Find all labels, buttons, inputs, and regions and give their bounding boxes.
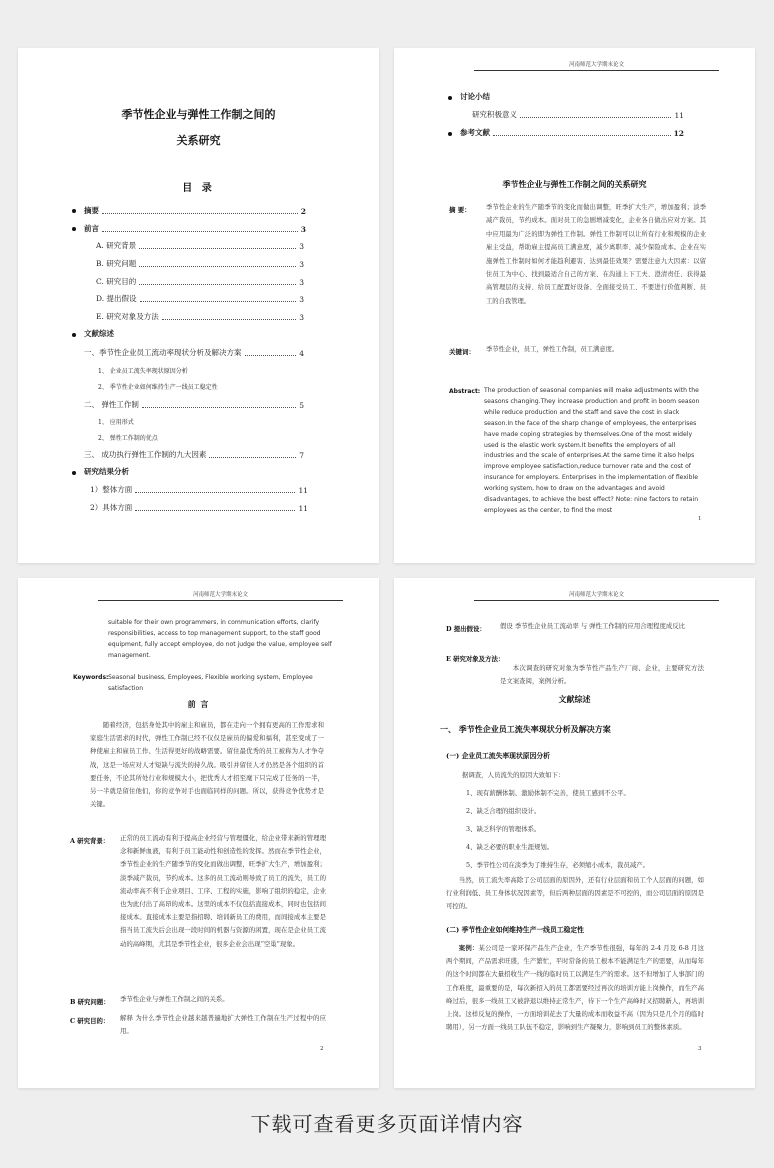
reasons-intro: 据调查，人员流失的原因大致如下： (462, 771, 565, 779)
hypothesis-text: 假设 季节性企业员工流动率 与 弹性工作制的应用合理程度成反比 (500, 622, 686, 630)
toc-item-results[interactable]: 研究结果分析 (84, 467, 129, 476)
reasons-summary: 当然，员工流失率高除了公司层面的原因外，还有行业层面和员工个人层面的问题，如行业利润低、员工身体状况因素等，但后两种层面的因素是不可控的，而公司层面的原因是可控的。 (446, 876, 704, 911)
page-1 (18, 48, 379, 563)
toc-item-sec1[interactable]: 一、季节性企业员工流动率现状分析及解决方案 4 (84, 348, 304, 358)
toc-item-d[interactable]: D. 提出假设 3 (96, 294, 304, 304)
toc-item-sec2-1[interactable]: 1、 应用形式 (98, 419, 134, 426)
page-number: 1 (698, 516, 702, 522)
reason-item: 2、缺乏合理的组织设计。 (466, 807, 541, 815)
reason-item: 1、现有薪酬体制、激励体制不完善，使员工感到不公平。 (466, 789, 630, 797)
toc-item-abstract[interactable]: 摘要 2 (84, 206, 306, 216)
purpose-label: C 研究目的： (70, 1017, 110, 1025)
question-label: B 研究问题： (70, 998, 110, 1006)
method-label: E 研究对象及方法： (446, 655, 505, 663)
keywords-en: Seasonal business, Employees, Flexible working system, Employee satisfaction (108, 674, 313, 692)
page-number: 2 (320, 1046, 324, 1052)
preface-heading: 前 言 (187, 699, 210, 709)
background-label: A 研究背景： (70, 837, 110, 845)
page-header: 河南师范大学期末论文 (474, 60, 719, 71)
doc-title-line2: 关系研究 (176, 134, 221, 147)
subsection-1-heading: (一) 企业员工流失率现状原因分析 (446, 752, 550, 760)
keywords-label: 关键词： (449, 348, 475, 356)
toc-item-preface[interactable]: 前言 3 (84, 224, 306, 234)
toc-item-references[interactable]: 参考文献 12 (460, 128, 684, 138)
hypothesis-label: D 提出假设： (446, 625, 486, 633)
bullet-icon (72, 333, 76, 337)
toc-item-c[interactable]: C. 研究目的 3 (96, 277, 304, 287)
toc-item-b[interactable]: B. 研究问题 3 (96, 259, 304, 269)
background-text: 正常的员工流动有利于提高企业经营与管理僵化，给企业带来新的管理理念和新鲜血液，有利于员工能动性和创造性的发挥。然而在季节性企业，季节性企业的生产随季节的变化而做出调整，旺季扩大生产，增加盈利；淡季减产裁员，节约成本。这多的员工流动则导致了员工的流失，员工的流动率高不利于企业项目、工序、工程的实施，影响了组织的稳定，企业也为此付出了高昂的成本。这里的成本不仅包括直接成本，同时也包括间接成本。直接成本主要是指招聘、培训新员工的费用，而间接成本主要是指当员工流失后会出现一段时间的机器与资源的闲置，现在是企业员工流动的高峰期，尤其是季节性企业，很多企业会出现“空巢”现象。 (120, 834, 326, 948)
reason-item: 4、缺乏必要的职业生涯规划。 (466, 843, 554, 851)
abstract-zh: 季节性企业的生产随季节的变化而做出调整，旺季扩大生产，增加盈利；淡季减产裁员，节约成本。面对员工的急剧增减变化，企业各自做出应对方案。其中应用最为广泛的即为弹性工作制。弹性工作制可以让所有行业和规模的企业雇主受益，帮助雇主提高员工满意度，减少离职率、减少保险成本。企业在实施弹性工作制时如何才能趋利避害、达到最佳效果？需要注意九大因素：以留住员工为中心、找到最适合自己的方案、在沟通上下工夫、澄清责任、获得最高管理层的支持、给员工配置好设备、全面接受员工、不要进行价值判断、员工的自我管理。 (486, 204, 706, 305)
abstract-page-heading: 季节性企业与弹性工作制之间的关系研究 (502, 179, 647, 189)
toc-item-discussion[interactable]: 讨论小结 (460, 92, 490, 101)
toc-item-sec2[interactable]: 二、 弹性工作制 5 (84, 400, 304, 410)
toc-item-review[interactable]: 文献综述 (84, 329, 114, 338)
section-1-heading: 一、 季节性企业员工流失率现状分析及解决方案 (440, 724, 611, 734)
page-4 (394, 578, 755, 1088)
toc-item-a[interactable]: A. 研究背景 3 (96, 241, 304, 251)
purpose-text: 解释 为什么季节性企业越来越普遍地扩大弹性工作制在生产过程中的应用。 (120, 1014, 326, 1036)
question-text: 季节性企业与弹性工作制之间的关系。 (120, 995, 229, 1003)
subsection-2-heading: (二) 季节性企业如何维持生产一线员工稳定性 (446, 926, 584, 934)
reason-item: 3、缺乏科学的管理体系。 (466, 825, 541, 833)
abstract-en-label: Abstract: (449, 388, 481, 395)
bullet-icon (72, 471, 76, 475)
toc-item-sec2-2[interactable]: 2、 弹性工作制的优点 (98, 435, 158, 442)
abstract-label: 摘 要： (449, 206, 471, 214)
toc-item-overall[interactable]: 1）整体方面 11 (90, 485, 308, 495)
bullet-icon (72, 227, 76, 231)
toc-heading: 目 录 (182, 183, 215, 194)
bullet-icon (448, 132, 452, 136)
bullet-icon (448, 96, 452, 100)
reason-item: 5、季节性公司在淡季为了维持生存，必须缩小成本，裁员减产。 (466, 861, 650, 869)
page-header: 河南师范大学期末论文 (98, 590, 343, 601)
abstract-en: The production of seasonal companies will make adjustments with the seasons changing.They increase production and profit in boom season while reduce production and the staff and save the cost in slack season.In the face of the sharp change of employees, the enterprises have made coping strategies by themselves.One of the most widely used is the elastic work system.It benefits the employers of all industries and the scale of enterprises.At the same time it also helps improve employee satisfaction,reduce turnover rate and the cost of insurance for employers. Enterprises in the implementation of flexible working system, how to draw on the advantages and avoid disadvantages, to achieve the best effect? Note: nine factors to retain employees as the center, to find the most (484, 387, 700, 514)
page-2 (394, 48, 755, 563)
case-label: 案例： (458, 944, 479, 952)
keywords-zh: 季节性企业，员工，弹性工作制，员工满意度。 (486, 346, 619, 353)
method-text: 本次调查的研究对象为季节性产品生产厂商、企业，主要研究方法是文案查阅，案例分析。 (500, 664, 704, 686)
toc-item-significance[interactable]: 研究积极意义 11 (472, 110, 684, 120)
keywords-en-label: Keywords: (73, 674, 109, 681)
abstract-en-continued: suitable for their own programmers, in communication efforts, clarify responsibilities, access to top management support, to the staff good equipment, fully accept employee, do not judge the value, employee self management. (108, 619, 332, 659)
page-number: 3 (698, 1046, 702, 1052)
toc-item-sec3[interactable]: 三、 成功执行弹性工作制的九大因素 7 (84, 450, 304, 460)
download-prompt[interactable]: 下载可查看更多页面详情内容 (250, 1112, 524, 1136)
toc-item-e[interactable]: E. 研究对象及方法 3 (96, 312, 304, 322)
toc-item-specific[interactable]: 2）具体方面 11 (90, 503, 308, 513)
doc-title-line1: 季节性企业与弹性工作制之间的 (121, 108, 276, 121)
toc-item-sec1-1[interactable]: 1、 企业员工流失率现状原因分析 (98, 368, 188, 375)
page-header: 河南师范大学期末论文 (474, 590, 719, 601)
case-text: 案例：某公司是一家环保产品生产企业，生产季节性很强，每年的 2-4 月及 6-8 月这两个期间，产品需求旺盛，生产繁忙，平时常备的员工根本不能满足生产的需要，从而每年的这个时间都在大量招收生产一线的临时员工以满足生产的需求。这不但增加了人事部门的工作难度，最重要的是，每次新招入的员工都需要经过再次的培训方能上岗操作，而生产高峰过后，很多一线员工又被辞退以维持正常生产，待下一个生产高峰时又招聘新人，再培训上岗。这样反复的操作，一方面培训花去了大量的成本而收益不高（因为只是几个月的临时聘用），另一方面一线员工队伍不稳定，影响到生产凝聚力，影响到员工的整体素质。 (446, 944, 704, 1032)
review-heading: 文献综述 (558, 694, 591, 704)
toc-item-sec1-2[interactable]: 2、 季节性企业如何维持生产一线员工稳定性 (98, 384, 218, 391)
page-3 (18, 578, 379, 1088)
bullet-icon (72, 209, 76, 213)
preface-text: 随着经济，包括身处其中的雇主和雇员，都在走向一个拥有更高的工作需求和家庭生活需求的时代，弹性工作制已经不仅仅是雇员的偏爱和福利，甚至变成了一种使雇主和雇员工作、生活得更好的战略需要。留住最优秀的员工被称为人才争夺战，这是一场应对人才短缺与流失的持久战。吸引并留住人才仍然是各个组织的首要任务，不论其所处行业和规模大小，把优秀人才招至麾下只完成了任务的一半，另一半就是留住他们，你的竞争对手也面临同样的问题。所以，获得竞争优势才是关键。 (90, 721, 324, 809)
